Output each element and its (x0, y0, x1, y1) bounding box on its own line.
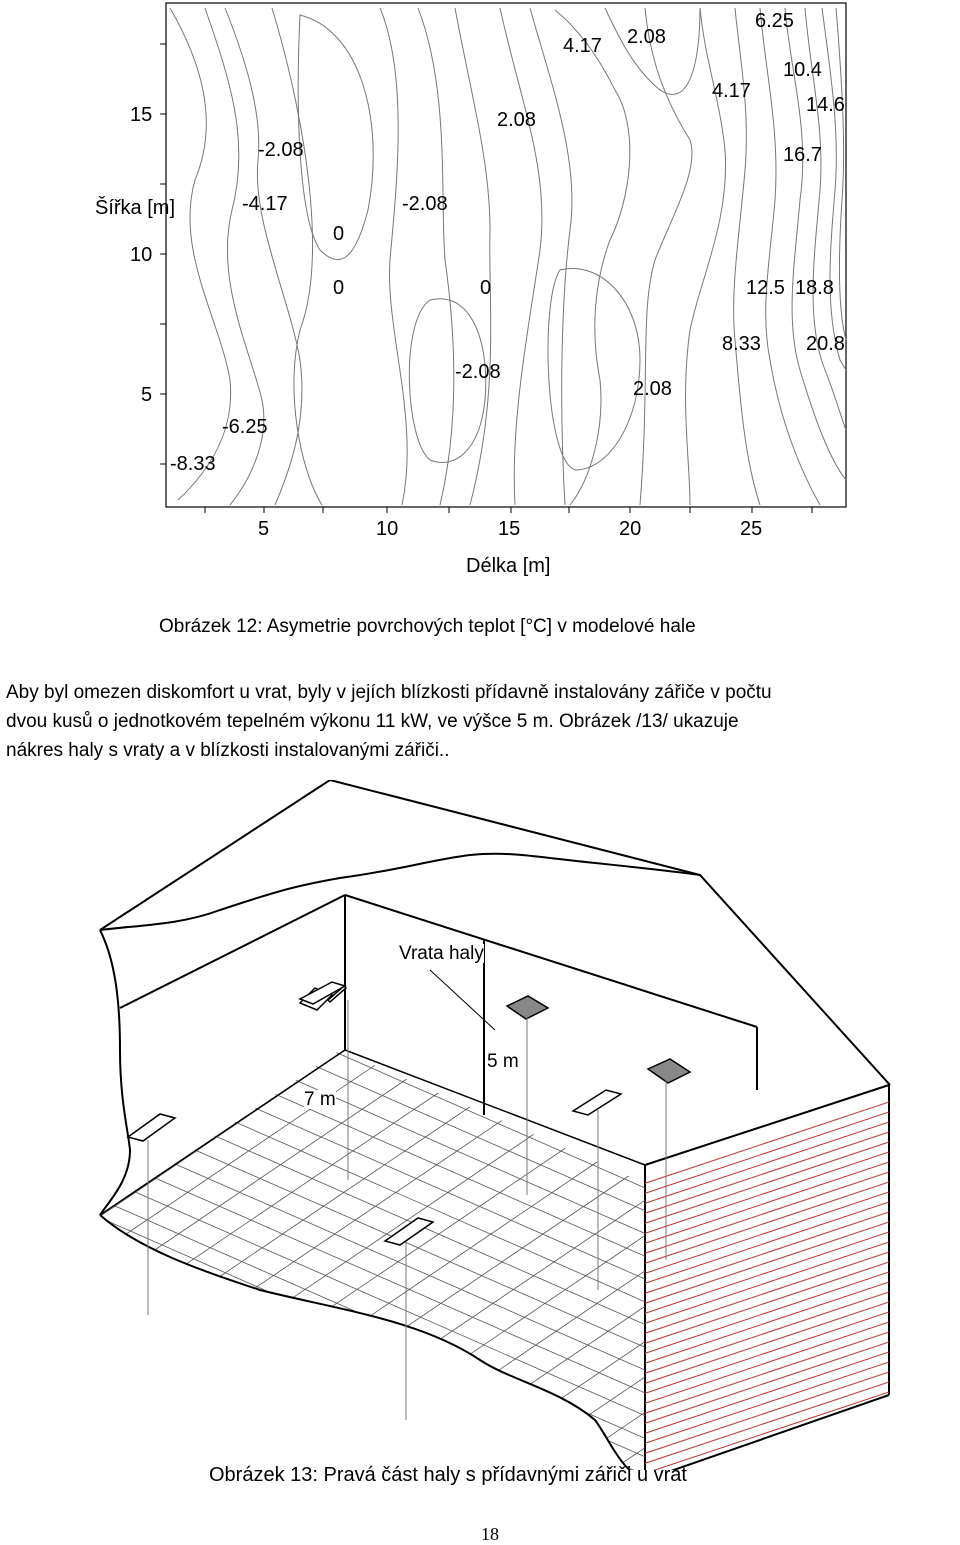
contour-label: 12.5 (746, 277, 785, 299)
contour-label: -2.08 (455, 361, 501, 383)
contour-label: -2.08 (402, 193, 448, 215)
contour-plot (0, 0, 960, 600)
contour-label: 2.08 (497, 109, 536, 131)
page-number: 18 (481, 1524, 499, 1544)
figure-12-caption: Obrázek 12: Asymetrie povrchových teplot [°C] v modelové hale (159, 616, 696, 637)
x-tick-label: 15 (498, 518, 521, 540)
gate-label: Vrata haly (399, 943, 484, 964)
contour-label: 4.17 (563, 35, 602, 57)
y-tick-label: 5 (141, 384, 153, 406)
contour-label: 0 (333, 223, 345, 245)
x-axis-label: Délka [m] (466, 555, 551, 577)
contour-label: 0 (480, 277, 492, 299)
contour-label: 16.7 (783, 144, 822, 166)
x-tick-label: 5 (258, 518, 270, 540)
x-tick-label: 20 (619, 518, 642, 540)
paragraph-line: Aby byl omezen diskomfort u vrat, byly v jejích blízkosti přídavně instalovány zářiče v počtu (6, 682, 772, 703)
hall-drawing (0, 780, 960, 1470)
paragraph-line: dvou kusů o jednotkovém tepelném výkonu 11 kW, ve výšce 5 m. Obrázek /13/ ukazuje (6, 711, 739, 732)
contour-label: 0 (333, 277, 345, 299)
contour-label: -4.17 (242, 193, 288, 215)
y-tick-label: 10 (130, 244, 153, 266)
contour-label: -6.25 (222, 416, 268, 438)
contour-label: 4.17 (712, 80, 751, 102)
height-5m-label: 5 m (487, 1051, 519, 1072)
paragraph-line: nákres haly s vraty a v blízkosti instalovanými zářiči.. (6, 740, 450, 761)
x-tick-label: 10 (376, 518, 399, 540)
height-7m-label: 7 m (304, 1089, 336, 1110)
contour-label: -2.08 (258, 139, 304, 161)
contour-label: 10.4 (783, 59, 822, 81)
contour-label: 2.08 (627, 26, 666, 48)
contour-label: 6.25 (755, 10, 794, 32)
x-tick-label: 25 (740, 518, 763, 540)
body-paragraph (6, 678, 956, 765)
y-tick-label: 15 (130, 104, 153, 126)
contour-label: 14.6 (806, 94, 845, 116)
contour-label: 20.8 (806, 333, 845, 355)
contour-label: 18.8 (795, 277, 834, 299)
contour-label: 8.33 (722, 333, 761, 355)
contour-label: 2.08 (633, 378, 672, 400)
contour-label: -8.33 (170, 453, 216, 475)
figure-13-caption: Obrázek 13: Pravá část haly s přídavnými zářiči u vrat (209, 1464, 687, 1486)
y-axis-label: Šířka [m] (95, 197, 176, 219)
